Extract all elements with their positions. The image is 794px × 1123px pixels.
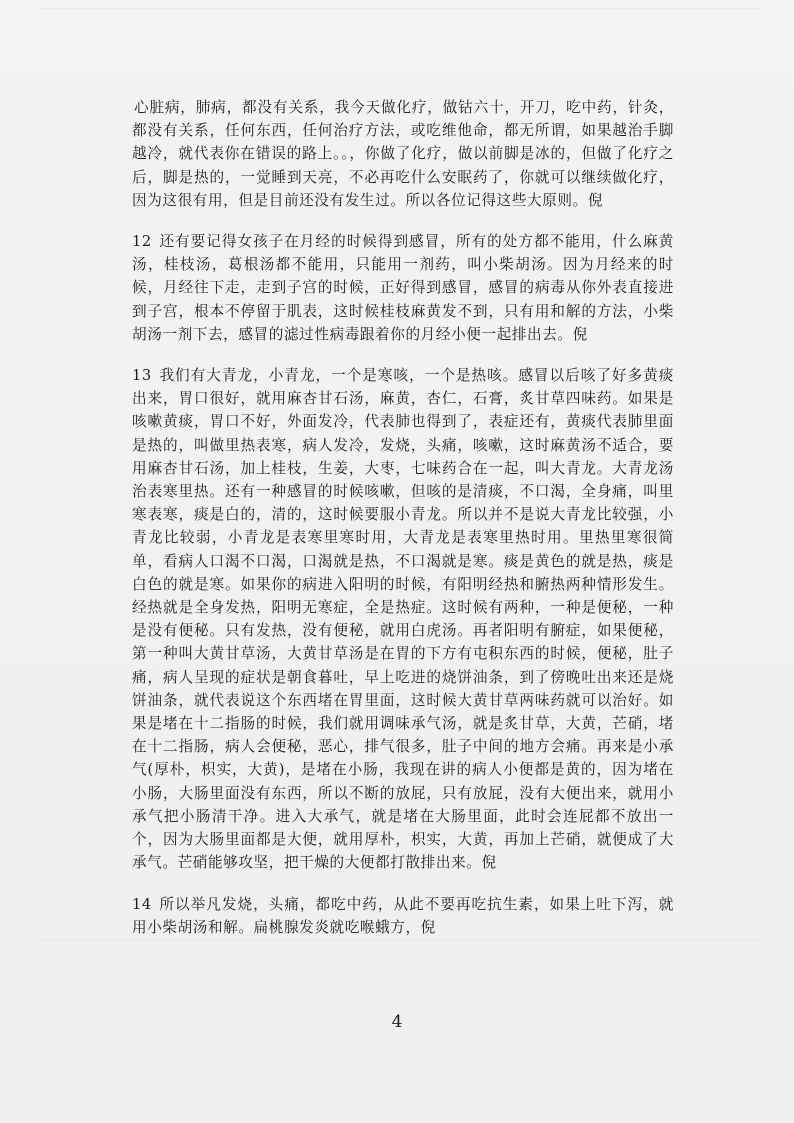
paragraph-text: 心脏病，肺病，都没有关系，我今天做化疗，做钴六十，开刀，吃中药，针灸，都没有关系，任何东西，任何治疗方法，或吃维他命，都无所谓，如果越治手脚越冷，就代表你在错误的路上。。，你做了化疗，做以前脚是冰的，但做了化疗之后，脚是热的，一觉睡到天亮，不必再吃什么安眠药了，你就可以继续做化疗，因为这很有用，但是目前还没有发生过。所以各位记得这些大原则。倪 bbox=[132, 99, 674, 209]
paragraph bbox=[132, 893, 674, 939]
paragraph-text: 我们有大青龙，小青龙，一个是寒咳，一个是热咳。感冒以后咳了好多黄痰出来，胃口很好，就用麻杏甘石汤，麻黄，杏仁，石膏，炙甘草四味药。如果是咳嗽黄痰，胃口不好，外面发冷，代表肺也得到了，表症还有，黄痰代表肺里面是热的，叫做里热表寒，病人发冷，发烧，头痛，咳嗽，这时麻黄汤不适合，要用麻杏甘石汤，加上桂枝，生姜，大枣，七味药合在一起，叫大青龙。大青龙汤治表寒里热。还有一种感冒的时候咳嗽，但咳的是清痰，不口渴，全身痛，叫里寒表寒，痰是白的，清的，这时候要服小青龙。所以并不是说大青龙比较强，小青龙比较弱，小青龙是表寒里寒时用，大青龙是表寒里热时用。里热里寒很简单，看病人口渴不口渴，口渴就是热，不口渴就是寒。痰是黄色的就是热，痰是白色的就是寒。如果你的病进入阳明的时候，有阳明经热和腑热两种情形发生。经热就是全身发热，阳明无寒症，全是热症。这时候有两种，一种是便秘，一种是没有便秘。只有发热，没有便秘，就用白虎汤。再者阳明有腑症，如果便秘，第一种叫大黄甘草汤，大黄甘草汤是在胃的下方有屯积东西的时候，便秘，肚子痛，病人呈现的症状是朝食暮吐，早上吃进的烧饼油条，到了傍晚吐出来还是烧饼油条，就代表说这个东西堵在胃里面，这时候大黄甘草两味药就可以治好。如果是堵在十二指肠的时候，我们就用调味承气汤，就是炙甘草，大黄，芒硝，堵在十二指肠，病人会便秘，恶心，排气很多，肚子中间的地方会痛。再来是小承气(厚朴，枳实，大黄)，是堵在小肠，我现在讲的病人小便都是黄的，因为堵在小肠，大肠里面没有东西，所以不断的放屁，只有放屁，没有大便出来，就用小承气把小肠清干净。进入大承气，就是堵在大肠里面，此时会连屁都不放出一个，因为大肠里面都是大便，就用厚朴，枳实，大黄，再加上芒硝，就便成了大承气。芒硝能够攻坚，把干燥的大便都打散排出来。倪 bbox=[132, 367, 674, 872]
paragraph bbox=[132, 96, 674, 212]
scan-artifact bbox=[40, 8, 760, 9]
page-number: 4 bbox=[391, 1012, 403, 1032]
paragraph-number: 13 bbox=[132, 367, 152, 385]
document-body bbox=[132, 96, 674, 957]
paragraph-number: 12 bbox=[132, 233, 152, 251]
paragraph-text: 所以举凡发烧，头痛，都吃中药，从此不要再吃抗生素，如果上吐下泻，就用小柴胡汤和解。扁桃腺发炎就吃喉蛾方，倪 bbox=[132, 895, 674, 936]
paragraph-number: 14 bbox=[132, 895, 152, 913]
paragraph bbox=[132, 364, 674, 874]
paragraph-text: 还有要记得女孩子在月经的时候得到感冒，所有的处方都不能用，什么麻黄汤，桂枝汤，葛根汤都不能用，只能用一剂药，叫小柴胡汤。因为月经来的时候，月经往下走，走到子宫的时候，正好得到感冒，感冒的病毒从你外表直接进到子宫，根本不停留于肌表，这时候桂枝麻黄发不到，只有用和解的方法，小柴胡汤一剂下去，感冒的滤过性病毒跟着你的月经小便一起排出去。倪 bbox=[132, 233, 674, 343]
paragraph bbox=[132, 230, 674, 346]
